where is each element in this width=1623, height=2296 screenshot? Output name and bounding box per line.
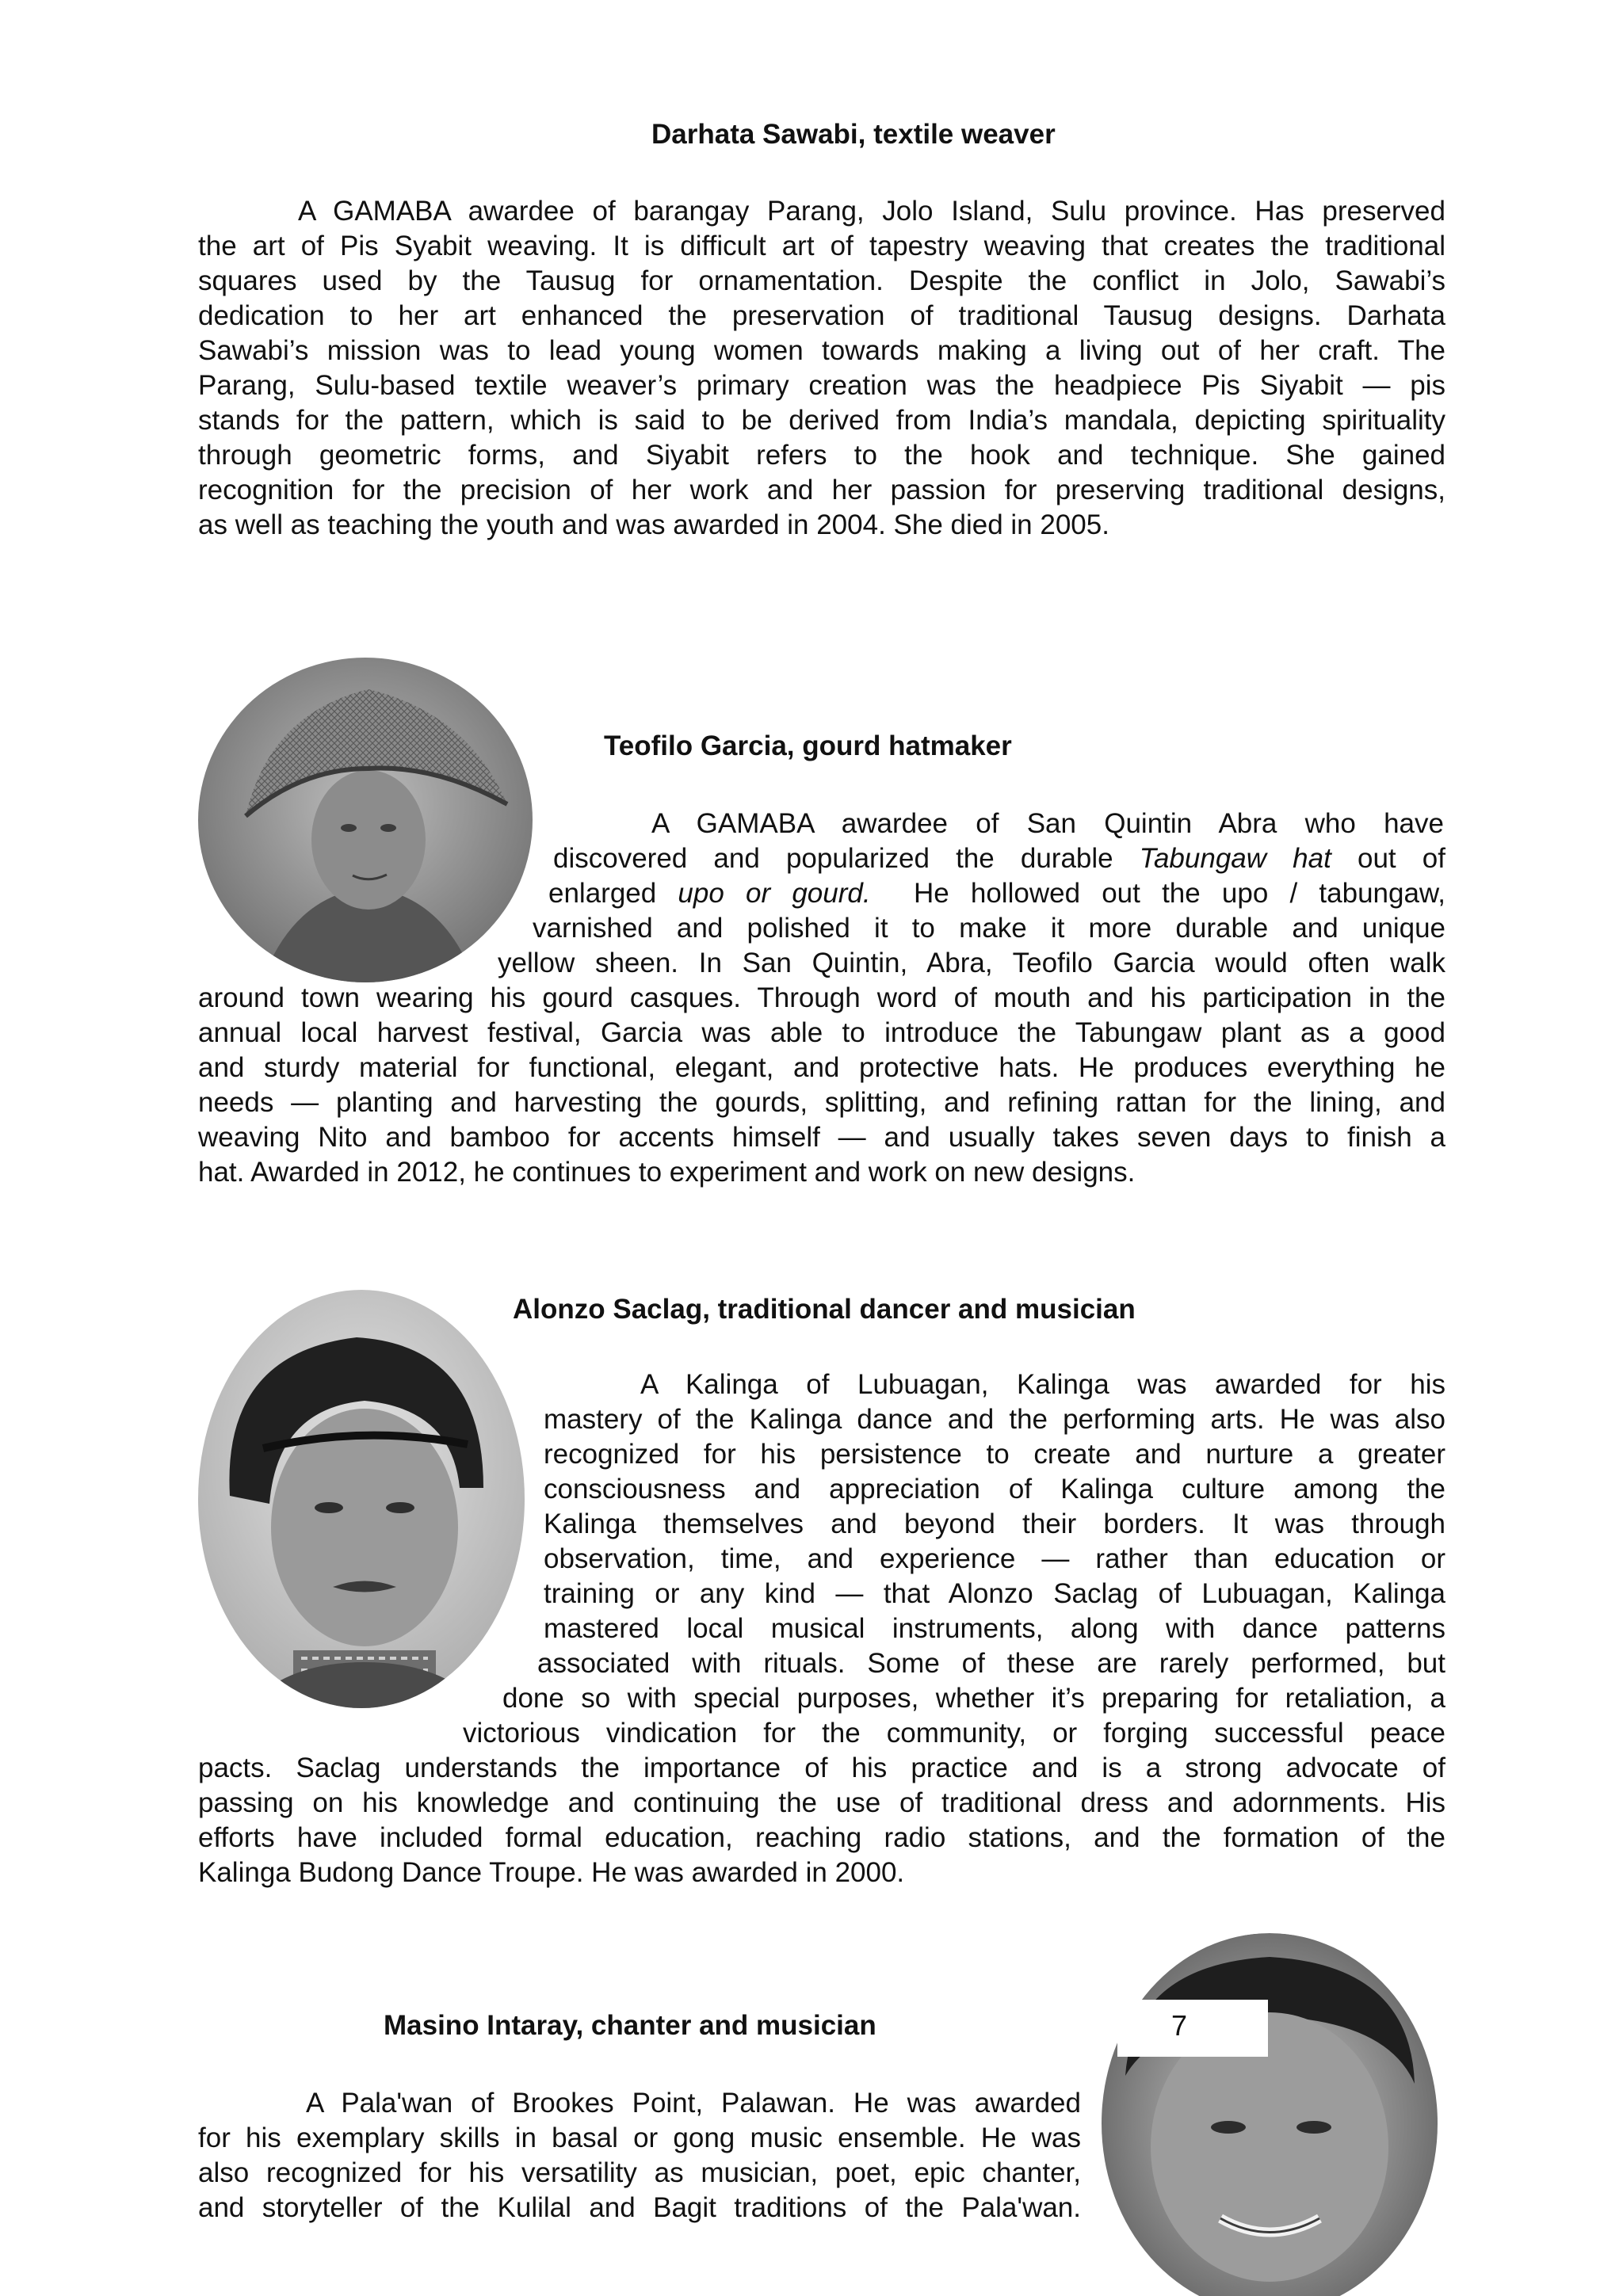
text-line: for his exemplary skills in basal or gong music ensemble. He was	[198, 2122, 1081, 2153]
text-line: stands for the pattern, which is said to be derived from India’s mandala, depicting spirituality	[198, 405, 1445, 436]
text-line: training or any kind — that Alonzo Saclag of Lubuagan, Kalinga	[544, 1578, 1445, 1609]
text-line: consciousness and appreciation of Kalinga culture among the	[544, 1474, 1445, 1505]
text-line: the art of Pis Syabit weaving. It is difficult art of tapestry weaving that creates the traditional	[198, 231, 1445, 261]
text-line: around town wearing his gourd casques. Through word of mouth and his participation in the	[198, 982, 1445, 1013]
text-line: A Kalinga of Lubuagan, Kalinga was awarded for his	[640, 1369, 1445, 1400]
text-line: recognized for his persistence to create and nurture a greater	[544, 1439, 1445, 1470]
text-line: Parang, Sulu-based textile weaver’s primary creation was the headpiece Pis Siyabit — pis	[198, 370, 1445, 401]
italic-term: Tabungaw hat	[1139, 843, 1331, 874]
sawabi-paragraph	[198, 194, 1445, 543]
text-line: A Pala'wan of Brookes Point, Palawan. He was awarded	[306, 2088, 1081, 2119]
saclag-paragraph	[198, 1367, 1445, 1890]
garcia-title: Teofilo Garcia, gourd hatmaker	[604, 730, 1012, 761]
text-line: annual local harvest festival, Garcia was able to introduce the Tabungaw plant as a good	[198, 1017, 1445, 1048]
text-line: victorious vindication for the community, or forging successful peace	[463, 1718, 1445, 1749]
text-line: recognition for the precision of her work and her passion for preserving traditional designs,	[198, 475, 1445, 505]
text-line: Sawabi’s mission was to lead young women towards making a living out of her craft. The	[198, 335, 1445, 366]
text-line: efforts have included formal education, reaching radio stations, and the formation of the	[198, 1822, 1445, 1853]
page-number: 7	[1171, 2009, 1188, 2042]
text-fragment: He hollowed out the upo / tabungaw,	[870, 878, 1445, 909]
text-line: Kalinga Budong Dance Troupe. He was awarded in 2000.	[198, 1857, 905, 1888]
text-line: mastery of the Kalinga dance and the performing arts. He was also	[544, 1404, 1445, 1435]
page-number-box	[1117, 2000, 1268, 2057]
text-line: observation, time, and experience — rather than education or	[544, 1543, 1445, 1574]
text-line	[548, 876, 1445, 911]
text-line: A GAMABA awardee of San Quintin Abra who have	[651, 808, 1444, 839]
text-line: hat. Awarded in 2012, he continues to experiment and work on new designs.	[198, 1157, 1136, 1188]
text-line: squares used by the Tausug for ornamentation. Despite the conflict in Jolo, Sawabi’s	[198, 265, 1445, 296]
text-line: pacts. Saclag understands the importance of his practice and is a strong advocate of	[198, 1753, 1445, 1783]
text-line: also recognized for his versatility as musician, poet, epic chanter,	[198, 2157, 1081, 2188]
text-line: passing on his knowledge and continuing the use of traditional dress and adornments. His	[198, 1787, 1445, 1818]
garcia-paragraph	[198, 807, 1445, 1190]
text-line: varnished and polished it to make it more durable and unique	[533, 913, 1445, 944]
italic-term: upo or gourd.	[678, 878, 871, 909]
text-line: needs — planting and harvesting the gourds, splitting, and refining rattan for the lining, and	[198, 1087, 1445, 1118]
text-fragment: out of	[1331, 843, 1445, 874]
intaray-paragraph	[198, 2086, 1081, 2225]
text-line: and storyteller of the Kulilal and Bagit traditions of the Pala'wan.	[198, 2192, 1081, 2223]
sawabi-title: Darhata Sawabi, textile weaver	[651, 119, 1056, 150]
intaray-title: Masino Intaray, chanter and musician	[384, 2010, 876, 2041]
text-line: as well as teaching the youth and was awarded in 2004. She died in 2005.	[198, 509, 1109, 540]
text-line: through geometric forms, and Siyabit refers to the hook and technique. She gained	[198, 440, 1445, 471]
text-line: mastered local musical instruments, along with dance patterns	[544, 1613, 1445, 1644]
text-line: done so with special purposes, whether it’s preparing for retaliation, a	[502, 1683, 1445, 1714]
text-line: A GAMABA awardee of barangay Parang, Jolo Island, Sulu province. Has preserved	[298, 196, 1445, 227]
intaray-portrait-photo	[1102, 1933, 1438, 2296]
text-line	[553, 841, 1445, 876]
saclag-title: Alonzo Saclag, traditional dancer and musician	[513, 1294, 1136, 1325]
text-line: associated with rituals. Some of these are rarely performed, but	[537, 1648, 1445, 1679]
text-line: yellow sheen. In San Quintin, Abra, Teofilo Garcia would often walk	[498, 948, 1445, 978]
text-fragment: discovered and popularized the durable	[553, 843, 1140, 874]
text-line: dedication to her art enhanced the preservation of traditional Tausug designs. Darhata	[198, 300, 1445, 331]
text-line: and sturdy material for functional, elegant, and protective hats. He produces everything he	[198, 1052, 1445, 1083]
text-line: weaving Nito and bamboo for accents himself — and usually takes seven days to finish a	[198, 1122, 1445, 1153]
text-fragment: enlarged	[548, 878, 678, 909]
text-line: Kalinga themselves and beyond their borders. It was through	[544, 1508, 1445, 1539]
